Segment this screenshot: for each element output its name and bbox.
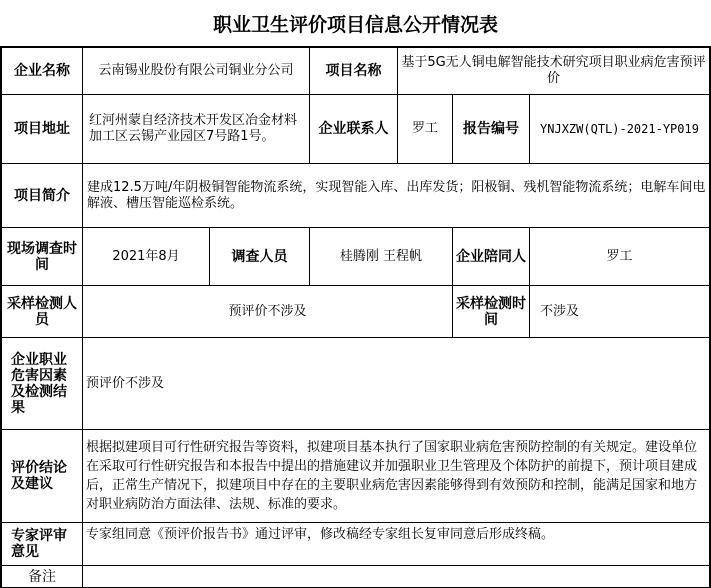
company-name-value: 云南锡业股份有限公司铜业分公司 (83, 48, 310, 95)
company-contact-label: 企业联系人 (310, 95, 398, 164)
conclusion-label: 评价结论及建议 (0, 430, 83, 523)
project-summary-value: 建成12.5万吨/年阴极铜智能物流系统，实现智能入库、出库发货；阳极铜、残机智能物流系统；电解车间电解液、槽压智能巡检系统。 (83, 164, 711, 228)
sampling-staff-value: 预评价不涉及 (83, 286, 453, 338)
hazard-factors-value: 预评价不涉及 (83, 338, 711, 430)
survey-time-value: 2021年8月 (83, 228, 210, 286)
hazard-factors-label: 企业职业危害因素及检测结果 (0, 338, 83, 430)
expert-review-value: 专家组同意《预评价报告书》通过评审，修改稿经专家组长复审同意后形成终稿。 (83, 523, 711, 566)
expert-review-label: 专家评审意见 (0, 523, 83, 566)
surveyors-value: 桂腾刚 王程帆 (310, 228, 453, 286)
sampling-staff-label: 采样检测人员 (0, 286, 83, 338)
survey-time-label: 现场调查时间 (0, 228, 83, 286)
remark-value (83, 566, 711, 588)
project-address-value: 红河州蒙自经济技术开发区冶金材料加工区云锡产业园区7号路1号。 (83, 95, 310, 164)
report-number-value: YNJXZW(QTL)-2021-YP019 (530, 95, 711, 164)
project-name-label: 项目名称 (310, 48, 398, 95)
project-address-label: 项目地址 (0, 95, 83, 164)
project-summary-label: 项目简介 (0, 164, 83, 228)
sampling-time-value: 不涉及 (530, 286, 711, 338)
company-escort-value: 罗工 (530, 228, 711, 286)
report-number-label: 报告编号 (453, 95, 530, 164)
company-escort-label: 企业陪同人 (453, 228, 530, 286)
company-contact-value: 罗工 (398, 95, 453, 164)
conclusion-value: 根据拟建项目可行性研究报告等资料，拟建项目基本执行了国家职业病危害预防控制的有关规定。建设单位在采取可行性研究报告和本报告中提出的措施建议并加强职业卫生管理及个体防护的前提下，预计项目建成后，正常生产情况下，拟建项目中存在的主要职业病危害因素能够得到有效预防和控制，能满足国家和地方对职业病防治方面法律、法规、标准的要求。 (83, 430, 711, 523)
surveyors-label: 调查人员 (210, 228, 310, 286)
table-title: 职业卫生评价项目信息公开情况表 (0, 0, 711, 48)
company-name-label: 企业名称 (0, 48, 83, 95)
sampling-time-label: 采样检测时间 (453, 286, 530, 338)
project-name-value: 基于5G无人铜电解智能技术研究项目职业病危害预评价 (398, 48, 711, 95)
remark-label: 备注 (0, 566, 83, 588)
